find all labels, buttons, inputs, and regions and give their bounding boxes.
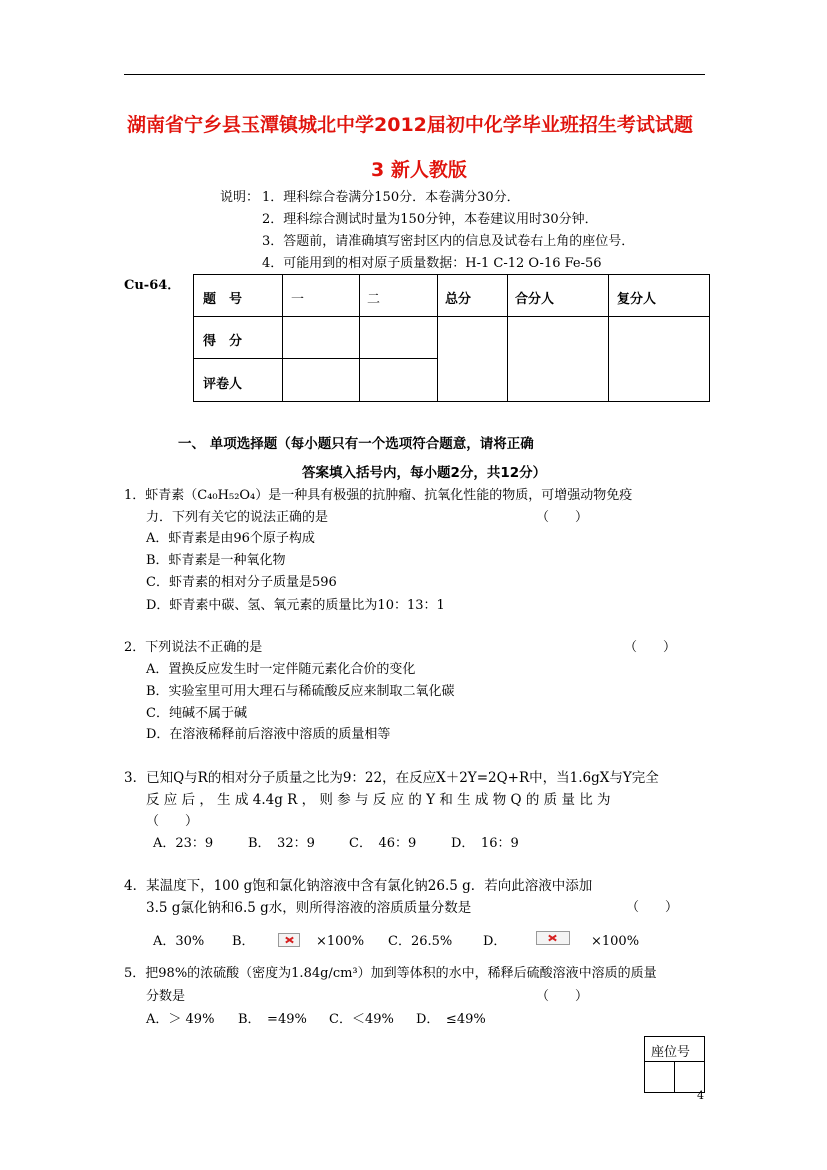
q5-line2: 分数是	[146, 989, 186, 1004]
col-header-2: 二	[367, 292, 381, 307]
q1-option-c: C．虾青素的相对分子质量是596	[146, 575, 337, 590]
q5-line1: 5．把98%的浓硫酸（密度为1.84g/cm³）加到等体积的水中，稀释后硫酸溶液中溶质的质量	[124, 966, 657, 981]
q3-answer-bracket: （ ）	[146, 814, 199, 829]
q1-line2: 力．下列有关它的说法正确的是	[146, 510, 329, 525]
q4-answer-bracket: （ ）	[626, 900, 679, 915]
q1-answer-bracket: （ ）	[536, 510, 589, 525]
q1-line1: 1．虾青素（C₄₀H₅₂O₄）是一种具有极强的抗肿瘤、抗氧化性能的物质，可增强动物免疫	[124, 488, 633, 503]
q5-option-b: B． =49%	[238, 1012, 307, 1027]
section-heading-line1: 一、 单项选择题（每小题只有一个选项符合题意，请将正确	[178, 436, 534, 452]
seat-number-label: 座位号	[651, 1045, 691, 1060]
col-header-combiner: 合分人	[515, 292, 555, 307]
top-rule	[124, 74, 705, 75]
q4-option-d-suffix: ×100%	[591, 934, 640, 949]
score-table	[193, 274, 710, 402]
note-2: 2．理科综合测试时量为150分钟，本卷建议用时30分钟．	[262, 212, 598, 227]
q4-option-c: C．26.5%	[388, 934, 453, 949]
q3-option-a: A．23：9	[153, 836, 214, 851]
q5-option-a: A．＞ 49%	[146, 1012, 215, 1027]
notes-label: 说明：	[220, 190, 260, 205]
q4-option-d: D．	[483, 934, 507, 949]
row-label-score: 得 分	[203, 334, 243, 349]
row-label-question-no: 题 号	[203, 292, 243, 307]
q1-option-b: B．虾青素是一种氧化物	[146, 553, 286, 568]
q5-option-d: D． ≤49%	[416, 1012, 486, 1027]
q2-option-d: D．在溶液稀释前后溶液中溶质的质量相等	[146, 727, 391, 742]
q1-option-d: D．虾青素中碳、氢、氧元素的质量比为10：13：1	[146, 598, 445, 613]
q2-option-b: B．实验室里可用大理石与稀硫酸反应来制取二氧化碳	[146, 684, 455, 699]
q3-option-c: C． 46：9	[349, 836, 417, 851]
col-header-reviewer: 复分人	[617, 292, 657, 307]
q4-option-b-suffix: ×100%	[316, 934, 365, 949]
broken-image-icon	[278, 933, 300, 947]
q2-option-c: C．纯碱不属于碱	[146, 706, 247, 721]
col-header-total: 总分	[445, 292, 472, 307]
q4-line2: 3.5 g氯化钠和6.5 g水，则所得溶液的溶质质量分数是	[146, 900, 472, 916]
note-3: 3．答题前，请准确填写密封区内的信息及试卷右上角的座位号．	[262, 234, 635, 249]
q1-option-a: A．虾青素是由96个原子构成	[146, 531, 315, 546]
seat-number-box	[644, 1036, 705, 1093]
page-subtitle: 3 新人教版	[371, 159, 467, 181]
q2-option-a: A．置换反应发生时一定伴随元素化合价的变化	[146, 662, 416, 677]
q3-line1: 3．已知Q与R的相对分子质量之比为9：22，在反应X＋2Y=2Q+R中，当1.6gX与Y完全	[124, 770, 659, 786]
q3-option-b: B． 32：9	[248, 836, 315, 851]
note-1: 1．理科综合卷满分150分．本卷满分30分．	[262, 190, 520, 205]
q4-option-b: B．	[232, 934, 255, 949]
q4-option-a: A．30%	[153, 934, 205, 949]
col-header-1: 一	[291, 292, 305, 307]
note-4: 4．可能用到的相对原子质量数据：H-1 C-12 O-16 Fe-56	[262, 256, 602, 271]
q4-line1: 4．某温度下，100 g饱和氯化钠溶液中含有氯化钠26.5 g．若向此溶液中添加	[124, 878, 593, 894]
q3-option-d: D． 16：9	[451, 836, 519, 851]
q2-line1: 2．下列说法不正确的是	[124, 640, 263, 655]
q2-answer-bracket: （ ）	[624, 640, 677, 655]
row-label-grader: 评卷人	[203, 377, 243, 392]
q5-answer-bracket: （ ）	[536, 989, 589, 1004]
note-4-continuation: Cu-64．	[124, 278, 181, 293]
page-title: 湖南省宁乡县玉潭镇城北中学2012届初中化学毕业班招生考试试题	[127, 114, 693, 136]
section-heading-line2: 答案填入括号内，每小题2分，共12分）	[302, 465, 547, 481]
page-number: 4	[697, 1089, 704, 1102]
q3-line2: 反 应 后 ， 生 成 4.4g R ， 则 参 与 反 应 的 Y 和 生 成 物 Q 的 质 量 比 为	[146, 792, 611, 808]
broken-image-icon	[536, 931, 570, 945]
q5-option-c: C．＜49%	[329, 1012, 394, 1027]
